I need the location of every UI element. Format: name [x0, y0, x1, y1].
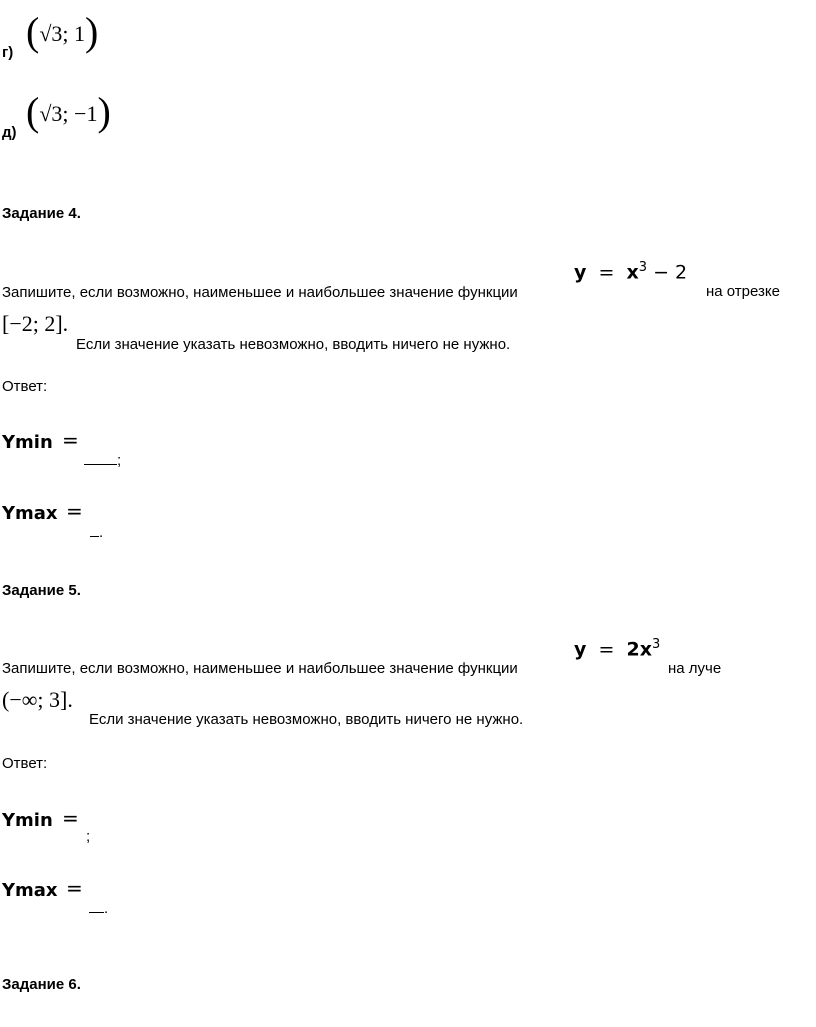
option-g-expression: (√3; 1) — [26, 9, 99, 54]
task5-function: $y = 2x^3$ — [574, 637, 661, 661]
task5-interval: (−∞; 3]. — [2, 687, 73, 712]
sqrt-three: √3 — [39, 101, 63, 126]
task5-ymax-answer: . — [89, 898, 108, 917]
task5-title: Задание 5. — [2, 582, 81, 599]
option-d-expression: (√3; −1) — [26, 89, 111, 134]
task4-ymax-label: Ymax — [2, 503, 58, 524]
sqrt-three: √3 — [39, 21, 63, 46]
task4-ymax-answer: . — [90, 522, 103, 541]
task4-ymax-eq: = — [66, 499, 83, 523]
option-d-letter: д) — [2, 124, 17, 141]
task5-ymax-input[interactable] — [89, 898, 104, 913]
option-g-letter: г) — [2, 44, 14, 61]
task5-prompt-mid: на луче — [668, 660, 722, 677]
task4-ymax-input[interactable] — [90, 522, 99, 537]
task4-ymin-input[interactable] — [84, 450, 117, 465]
task4-prompt-start: Запишите, если возможно, наименьшее и наибольшее значение функции — [2, 284, 518, 301]
task5-ymin-answer: ; — [86, 828, 91, 845]
task6-title: Задание 6. — [2, 976, 81, 993]
task5-ymin-label: Ymin — [2, 810, 53, 831]
task5-ymin-eq: = — [62, 806, 79, 830]
option-d-y: −1 — [74, 101, 98, 126]
task4-interval: [−2; 2]. — [2, 311, 69, 336]
task4-title: Задание 4. — [2, 205, 81, 222]
task4-answer-label: Ответ: — [2, 378, 48, 395]
task5-ymax-eq: = — [66, 876, 83, 900]
task4-prompt-mid: на отрезке — [706, 283, 780, 300]
task4-ymin-eq: = — [62, 428, 79, 452]
task5-answer-label: Ответ: — [2, 755, 48, 772]
task5-ymax-label: Ymax — [2, 880, 58, 901]
task4-function: $y = x^3 - 2$ — [574, 260, 688, 284]
task5-prompt-end: Если значение указать невозможно, вводить ничего не нужно. — [89, 711, 524, 728]
task4-prompt-end: Если значение указать невозможно, вводить ничего не нужно. — [76, 336, 511, 353]
task4-ymin-answer: ; — [84, 450, 121, 469]
task4-ymin-label: Ymin — [2, 432, 53, 453]
task5-prompt-start: Запишите, если возможно, наименьшее и наибольшее значение функции — [2, 660, 518, 677]
option-g-y: 1 — [74, 21, 86, 46]
